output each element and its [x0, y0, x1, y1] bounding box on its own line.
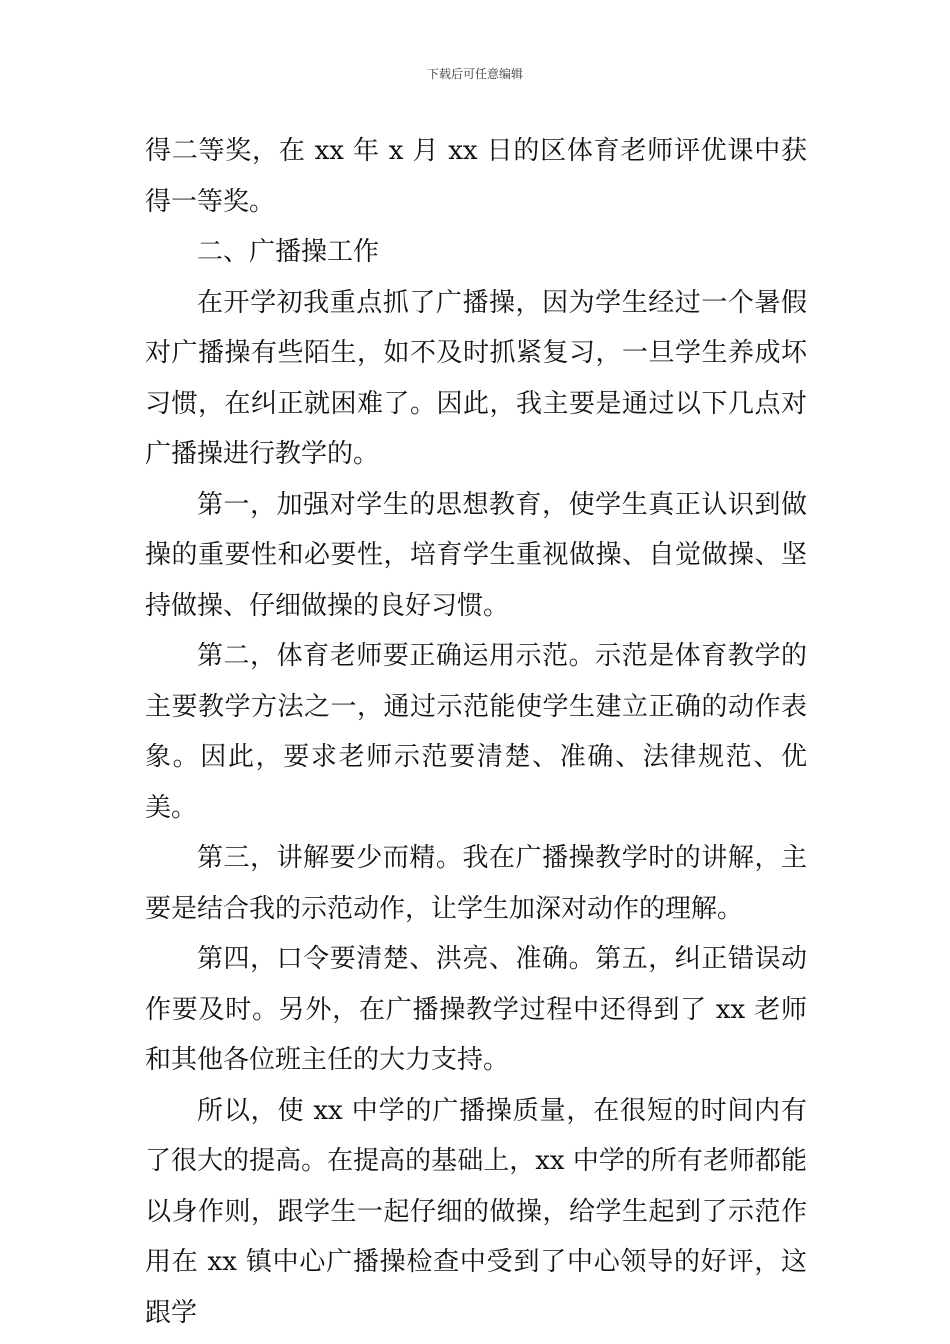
document-body — [145, 126, 807, 1338]
page-header: 下载后可任意编辑 — [426, 67, 523, 81]
paragraph-point-four-five: 第四，口令要清楚、洪亮、准确。第五，纠正错误动作要及时。另外，在广播操教学过程中还得到了 xx 老师和其他各位班主任的大力支持。 — [145, 944, 807, 1075]
paragraph-award-continuation: 得二等奖，在 xx 年 x 月 xx 日的区体育老师评优课中获得一等奖。 — [145, 136, 807, 217]
paragraph-point-three: 第三，讲解要少而精。我在广播操教学时的讲解，主要是结合我的示范动作，让学生加深对动作的理解。 — [145, 843, 807, 924]
paragraph-results: 所以，使 xx 中学的广播操质量，在很短的时间内有了很大的提高。在提高的基础上，xx 中学的所有老师都能以身作则，跟学生一起仔细的做操，给学生起到了示范作用在 xx 镇中心广播操检查中受到了中心领导的好评，这跟学 — [145, 1095, 807, 1328]
section-heading-broadcast-exercise: 二、广播操工作 — [197, 237, 380, 267]
paragraph-point-two: 第二，体育老师要正确运用示范。示范是体育教学的主要教学方法之一，通过示范能使学生建立正确的动作表象。因此，要求老师示范要清楚、准确、法律规范、优美。 — [145, 641, 807, 823]
paragraph-point-one: 第一，加强对学生的思想教育，使学生真正认识到做操的重要性和必要性，培育学生重视做操、自觉做操、坚持做操、仔细做操的良好习惯。 — [145, 489, 807, 621]
paragraph-intro: 在开学初我重点抓了广播操，因为学生经过一个暑假对广播操有些陌生，如不及时抓紧复习，一旦学生养成坏习惯，在纠正就困难了。因此，我主要是通过以下几点对广播操进行教学的。 — [145, 287, 807, 469]
